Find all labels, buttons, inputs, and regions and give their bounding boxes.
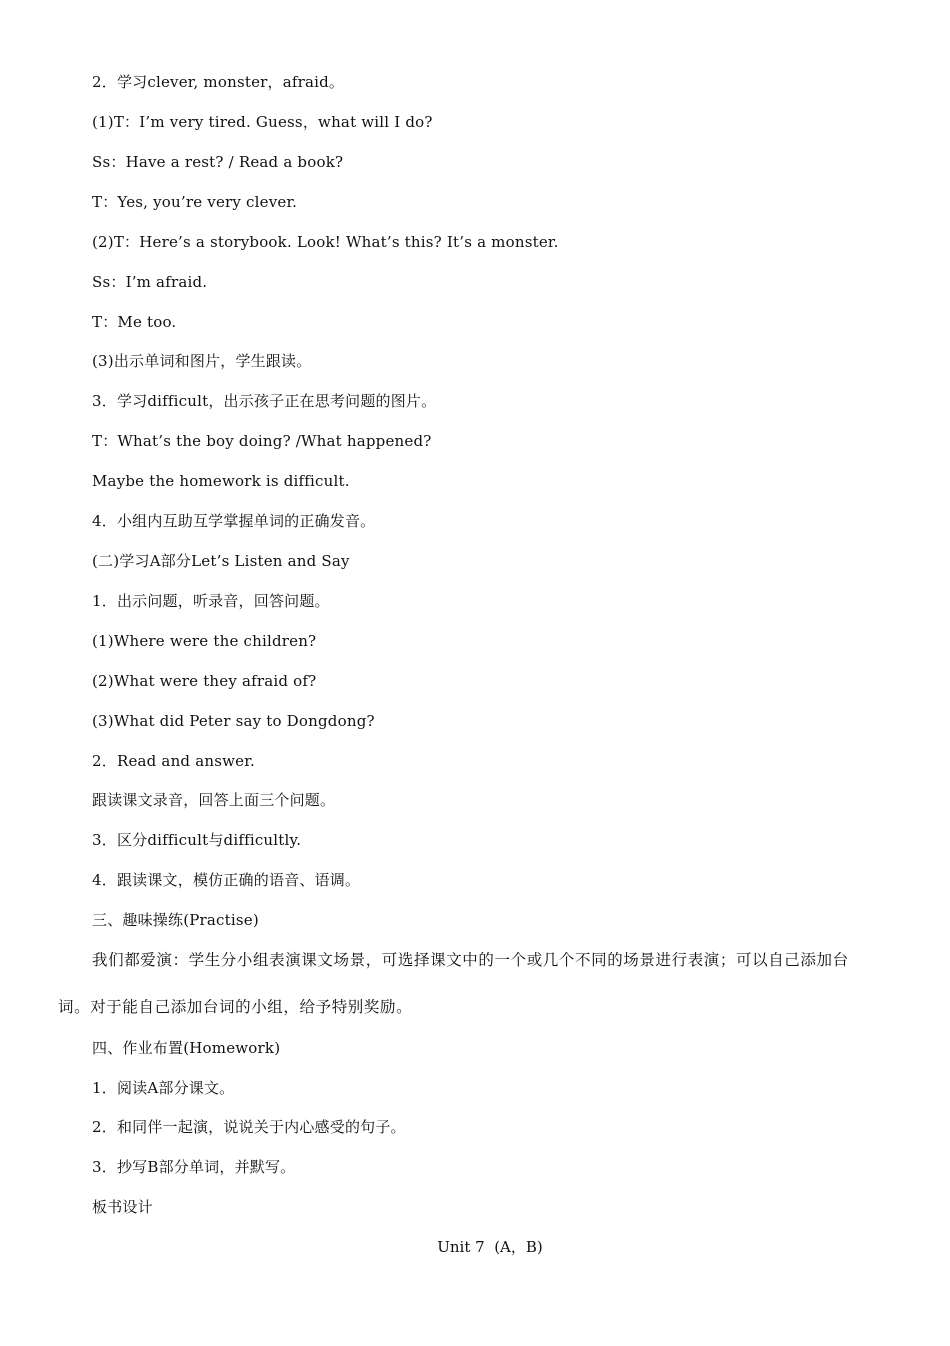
text-line-14: 1．出示问题，听录音，回答问题。 — [92, 592, 330, 610]
text-line-21: 4．跟读课文，模仿正确的语音、语调。 — [92, 871, 361, 889]
text-line-18: 2．Read and answer. — [92, 752, 255, 770]
text-line-8: (3)出示单词和图片，学生跟读。 — [92, 352, 312, 370]
text-line-1: 2．学习clever, monster，afraid。 — [92, 73, 345, 91]
text-line-6: Ss：I’m afraid. — [92, 273, 208, 291]
homework-item-3: 3．抄写B部分单词，并默写。 — [92, 1158, 296, 1176]
board-title: Unit 7 (A，B) — [437, 1238, 543, 1256]
board-design-label: 板书设计 — [92, 1198, 153, 1216]
text-line-9: 3．学习difficult，出示孩子正在思考问题的图片。 — [92, 392, 437, 410]
text-line-5: (2)T：Here’s a storybook. Look! What’s this? It’s a monster. — [92, 233, 559, 251]
paragraph-continuation: 词。对于能自己添加台词的小组，给予特别奖励。 — [58, 998, 413, 1016]
question-3: (3)What did Peter say to Dongdong? — [92, 712, 375, 730]
homework-item-2: 2．和同伴一起演，说说关于内心感受的句子。 — [92, 1118, 406, 1136]
text-line-12: 4．小组内互助互学掌握单词的正确发音。 — [92, 512, 376, 530]
section-heading-3: 三、趣味操练(Practise) — [92, 911, 259, 929]
text-line-11: Maybe the homework is difficult. — [92, 472, 350, 490]
text-line-3: Ss：Have a rest? / Read a book? — [92, 153, 344, 171]
text-line-20: 3．区分difficult与difficultly. — [92, 831, 302, 849]
section-heading-4: 四、作业布置(Homework) — [92, 1039, 281, 1057]
section-heading-2: (二)学习A部分Let’s Listen and Say — [92, 552, 350, 570]
paragraph-first-line: 我们都爱演：学生分小组表演课文场景，可选择课文中的一个或几个不同的场景进行表演；可以自己添加台 — [92, 951, 849, 969]
text-line-7: T：Me too. — [92, 313, 177, 331]
text-line-19: 跟读课文录音，回答上面三个问题。 — [92, 791, 336, 809]
text-line-4: T：Yes, you’re very clever. — [92, 193, 298, 211]
text-line-10: T：What’s the boy doing? /What happened? — [92, 432, 432, 450]
text-line-2: (1)T：I’m very tired. Guess，what will I do? — [92, 113, 433, 131]
question-2: (2)What were they afraid of? — [92, 672, 317, 690]
question-1: (1)Where were the children? — [92, 632, 317, 650]
homework-item-1: 1．阅读A部分课文。 — [92, 1079, 235, 1097]
